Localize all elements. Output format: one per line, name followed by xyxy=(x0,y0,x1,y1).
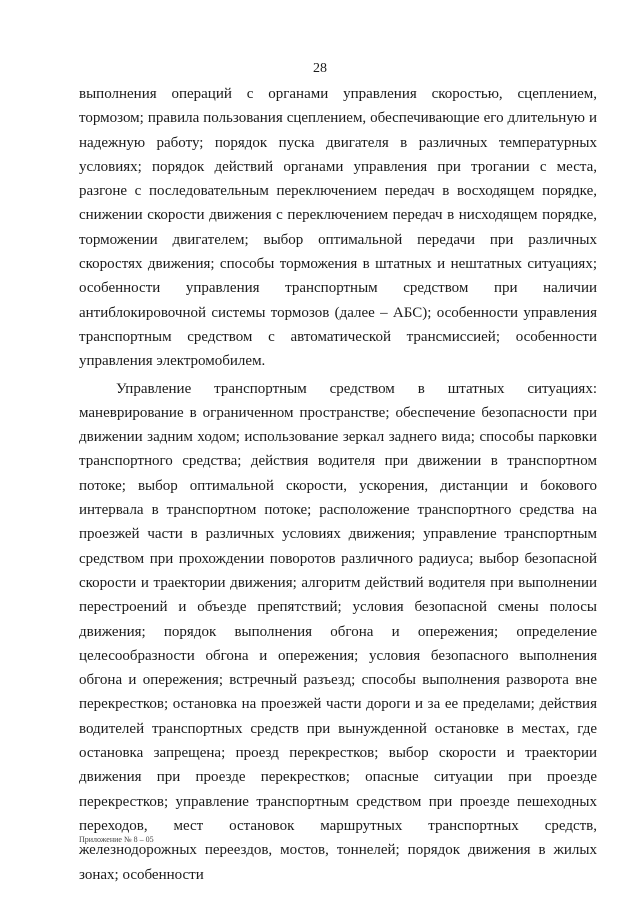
paragraph-continuation: выполнения операций с органами управления скоростью, сцеплением, тормозом; правила пользования сцеплением, обеспечивающие его длительную и надежную работу; порядок пуска двигателя в различных температурных условиях; порядок действий органами управления при трогании с места, разгоне с последовательным переключением передач в восходящем порядке, снижении скорости движения с переключением передач в нисходящем порядке, торможении двигателем; выбор оптимальной передачи при различных скоростях движения; способы торможения в штатных и нештатных ситуациях; особенности управления транспортным средством при наличии антиблокировочной системы тормозов (далее – АБС); особенности управления транспортным средством с автоматической трансмиссией; особенности управления электромобилем. xyxy=(79,86,597,370)
body-text xyxy=(79,82,597,887)
footer-annex-label: Приложение № 8 – 05 xyxy=(79,835,154,844)
page-number: 28 xyxy=(313,61,327,76)
paragraph-standard-situations: Управление транспортным средством в штатных ситуациях: маневрирование в ограниченном пространстве; обеспечение безопасности при движении задним ходом; использование зеркал заднего вида; способы парковки транспортного средства; действия водителя при движении в транспортном потоке; выбор оптимальной скорости, ускорения, дистанции и бокового интервала в транспортном потоке; расположение транспортного средства на проезжей части в различных условиях движения; управление транспортным средством при прохождении поворотов различного радиуса; выбор безопасной скорости и траектории движения; алгоритм действий водителя при выполнении перестроений и объезде препятствий; условия безопасной смены полосы движения; порядок выполнения обгона и опережения; определение целесообразности обгона и опережения; условия безопасного выполнения обгона и опережения; встречный разъезд; способы выполнения разворота вне перекрестков; остановка на проезжей части дороги и за ее пределами; действия водителей транспортных средств при вынужденной остановке в местах, где остановка запрещена; проезд перекрестков; выбор скорости и траектории движения при проезде перекрестков; опасные ситуации при проезде перекрестков; управление транспортным средством при проезде пешеходных переходов, мест остановок маршрутных транспортных средств, железнодорожных переездов, мостов, тоннелей; порядок движения в жилых зонах; особенности xyxy=(79,380,597,883)
